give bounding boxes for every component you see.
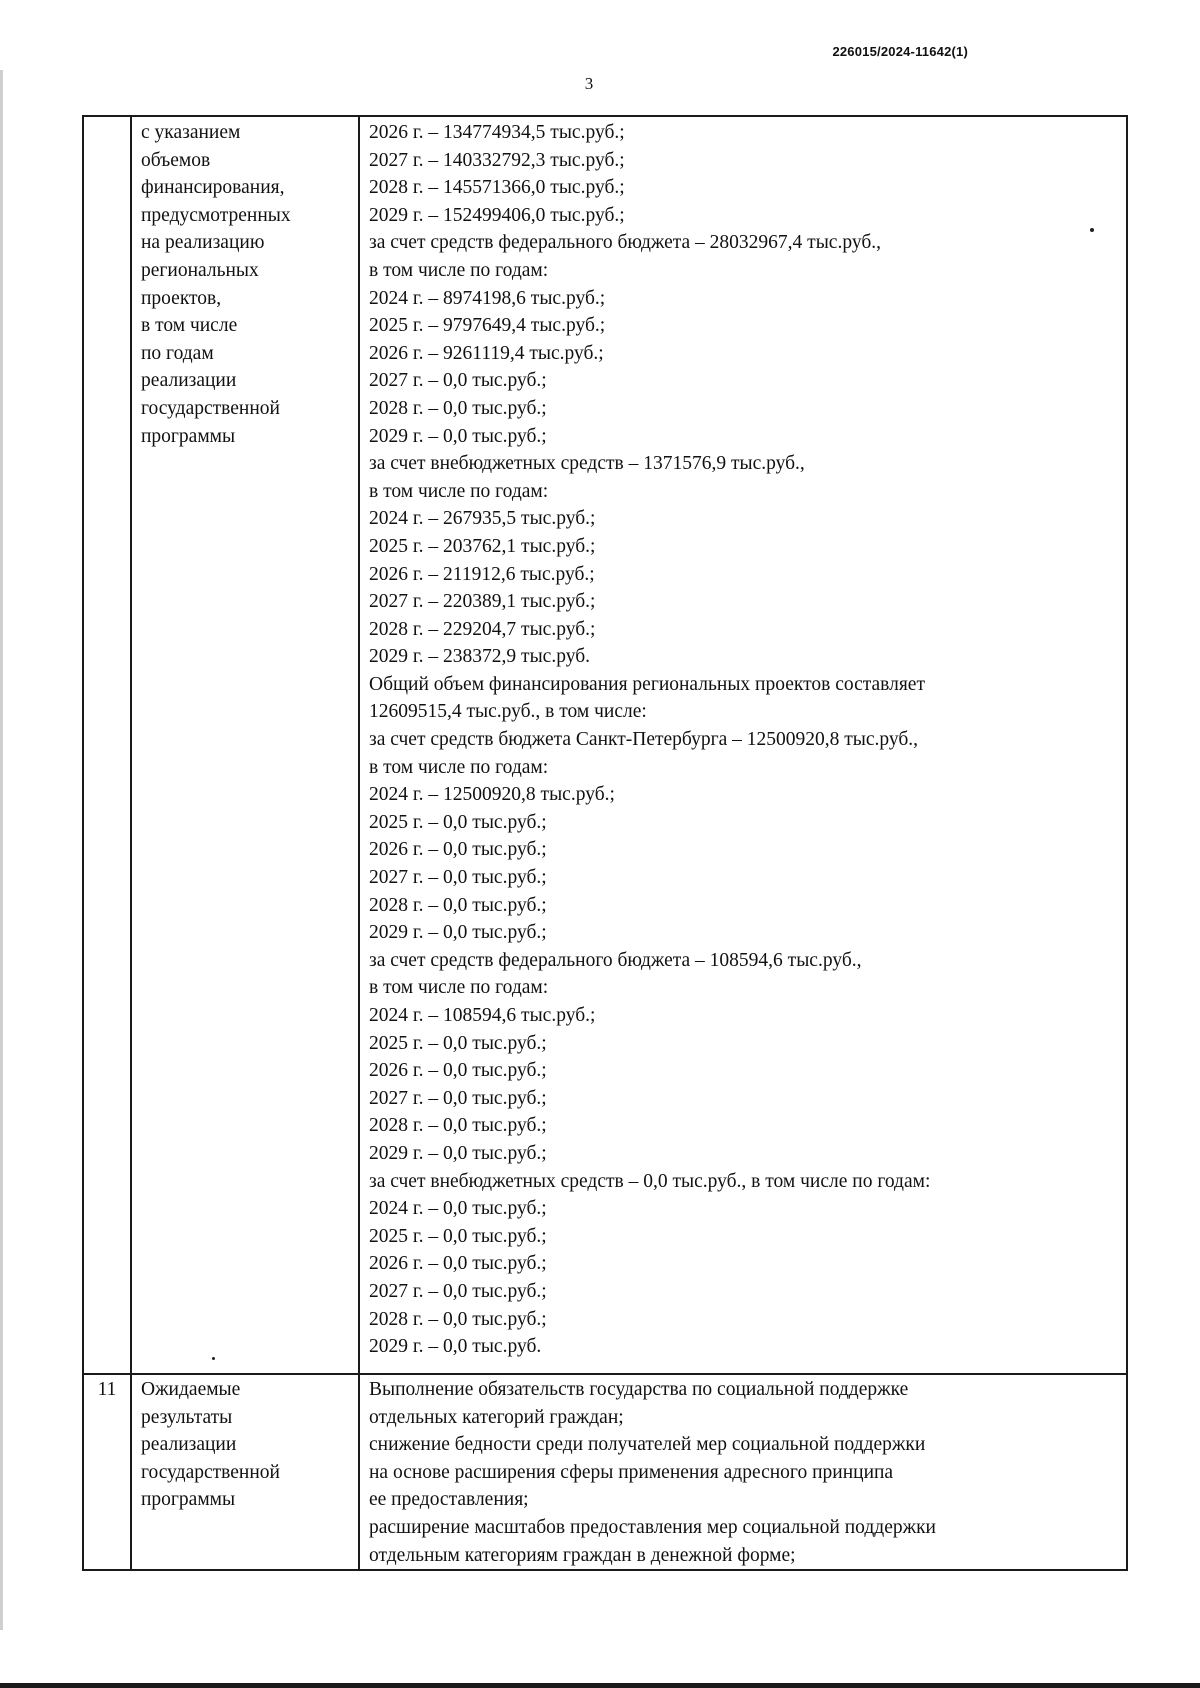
scan-bottom-edge xyxy=(0,1683,1200,1688)
content-line: 2029 г. – 0,0 тыс.руб.; xyxy=(369,922,547,944)
content-line: 2024 г. – 8974198,6 тыс.руб.; xyxy=(369,287,606,309)
content-line: 2027 г. – 0,0 тыс.руб.; xyxy=(369,1087,547,1109)
content-line: 2029 г. – 238372,9 тыс.руб. xyxy=(369,646,590,668)
label-line: объемов xyxy=(141,149,211,171)
page-number: 3 xyxy=(584,74,594,93)
table-row xyxy=(83,116,1127,1374)
row-label xyxy=(131,1374,359,1570)
label-line: с указанием xyxy=(141,122,241,143)
content-line: 2024 г. – 12500920,8 тыс.руб.; xyxy=(369,784,615,806)
content-line: 2028 г. – 0,0 тыс.руб.; xyxy=(369,894,547,916)
label-line: региональных xyxy=(141,259,259,281)
content-line: 2025 г. – 0,0 тыс.руб.; xyxy=(369,1225,547,1247)
content-line: за счет внебюджетных средств – 1371576,9 тыс.руб., xyxy=(369,453,805,475)
content-line: в том числе по годам: xyxy=(369,480,549,502)
content-line: 2026 г. – 134774934,5 тыс.руб.; xyxy=(369,122,625,143)
scan-left-edge xyxy=(0,70,3,1630)
content-line: 2029 г. – 0,0 тыс.руб. xyxy=(369,1336,542,1358)
content-line: 2025 г. – 0,0 тыс.руб.; xyxy=(369,1032,547,1054)
content-line: 2025 г. – 203762,1 тыс.руб.; xyxy=(369,535,596,557)
content-line: 2026 г. – 211912,6 тыс.руб.; xyxy=(369,563,595,585)
label-line: предусмотренных xyxy=(141,204,291,226)
label-line: реализации xyxy=(141,370,237,392)
content-line: отдельным категориям граждан в денежной форме; xyxy=(369,1544,796,1566)
content-line: отдельных категорий граждан; xyxy=(369,1406,624,1428)
label-line: программы xyxy=(141,425,236,447)
content-line: 2024 г. – 267935,5 тыс.руб.; xyxy=(369,508,596,530)
content-line: ее предоставления; xyxy=(369,1489,529,1511)
table-row xyxy=(83,1374,1127,1570)
content-line: 2029 г. – 152499406,0 тыс.руб.; xyxy=(369,204,625,226)
content-line: 2029 г. – 0,0 тыс.руб.; xyxy=(369,425,547,447)
row-content xyxy=(359,1374,1127,1570)
row-label xyxy=(131,116,359,1374)
scan-speck xyxy=(1090,228,1094,232)
label-line: реализации xyxy=(141,1434,237,1456)
content-line: 2024 г. – 108594,6 тыс.руб.; xyxy=(369,1005,596,1026)
content-line: 12609515,4 тыс.руб., в том числе: xyxy=(369,701,647,723)
content-line: 2026 г. – 9261119,4 тыс.руб.; xyxy=(369,342,604,364)
content-line: за счет внебюджетных средств – 0,0 тыс.руб., в том числе по годам: xyxy=(369,1170,931,1192)
content-line: 2028 г. – 0,0 тыс.руб.; xyxy=(369,397,547,419)
content-line: за счет средств федерального бюджета – 28032967,4 тыс.руб., xyxy=(369,232,881,254)
content-line: снижение бедности среди получателей мер социальной поддержки xyxy=(369,1434,926,1456)
row-content xyxy=(359,116,1127,1374)
content-line: 2028 г. – 229204,7 тыс.руб.; xyxy=(369,618,596,640)
content-line: 2028 г. – 145571366,0 тыс.руб.; xyxy=(369,177,625,199)
content-line: за счет средств бюджета Санкт-Петербурга – 12500920,8 тыс.руб., xyxy=(369,729,919,751)
content-line: Выполнение обязательств государства по социальной поддержке xyxy=(369,1379,909,1400)
content-line: в том числе по годам: xyxy=(369,977,549,999)
content-line: расширение масштабов предоставления мер социальной поддержки xyxy=(369,1516,936,1538)
content-line: 2027 г. – 220389,1 тыс.руб.; xyxy=(369,591,596,613)
content-line: 2026 г. – 0,0 тыс.руб.; xyxy=(369,1253,547,1275)
label-line: по годам xyxy=(141,342,214,364)
scan-speck xyxy=(212,1357,215,1360)
content-line: 2025 г. – 9797649,4 тыс.руб.; xyxy=(369,315,606,337)
label-line: Ожидаемые xyxy=(141,1379,241,1400)
content-line: в том числе по годам: xyxy=(369,259,549,281)
content-line: 2028 г. – 0,0 тыс.руб.; xyxy=(369,1115,547,1137)
document-id: 226015/2024-11642(1) xyxy=(832,44,968,59)
program-passport-table xyxy=(82,115,1128,1571)
content-line: 2027 г. – 140332792,3 тыс.руб.; xyxy=(369,149,625,171)
content-line: 2027 г. – 0,0 тыс.руб.; xyxy=(369,370,547,392)
content-line: за счет средств федерального бюджета – 108594,6 тыс.руб., xyxy=(369,949,862,971)
label-line: программы xyxy=(141,1489,236,1511)
content-line: 2029 г. – 0,0 тыс.руб.; xyxy=(369,1142,547,1164)
label-line: финансирования, xyxy=(141,177,285,199)
content-line: 2026 г. – 0,0 тыс.руб.; xyxy=(369,839,547,861)
row-number xyxy=(83,116,131,1374)
content-line: на основе расширения сферы применения адресного принципа xyxy=(369,1461,894,1483)
content-line: 2027 г. – 0,0 тыс.руб.; xyxy=(369,1280,547,1302)
label-line: на реализацию xyxy=(141,232,265,254)
label-line: государственной xyxy=(141,397,280,419)
label-line: государственной xyxy=(141,1461,280,1483)
content-line: Общий объем финансирования региональных проектов составляет xyxy=(369,673,925,695)
label-line: результаты xyxy=(141,1406,233,1428)
content-line: 2028 г. – 0,0 тыс.руб.; xyxy=(369,1308,547,1330)
label-line: проектов, xyxy=(141,287,222,309)
content-line: 2026 г. – 0,0 тыс.руб.; xyxy=(369,1060,547,1082)
content-line: 2025 г. – 0,0 тыс.руб.; xyxy=(369,811,547,833)
content-line: 2024 г. – 0,0 тыс.руб.; xyxy=(369,1198,547,1220)
content-line: в том числе по годам: xyxy=(369,756,549,778)
label-line: в том числе xyxy=(141,315,238,337)
content-line: 2027 г. – 0,0 тыс.руб.; xyxy=(369,867,547,889)
row-number: 11 xyxy=(83,1374,131,1570)
